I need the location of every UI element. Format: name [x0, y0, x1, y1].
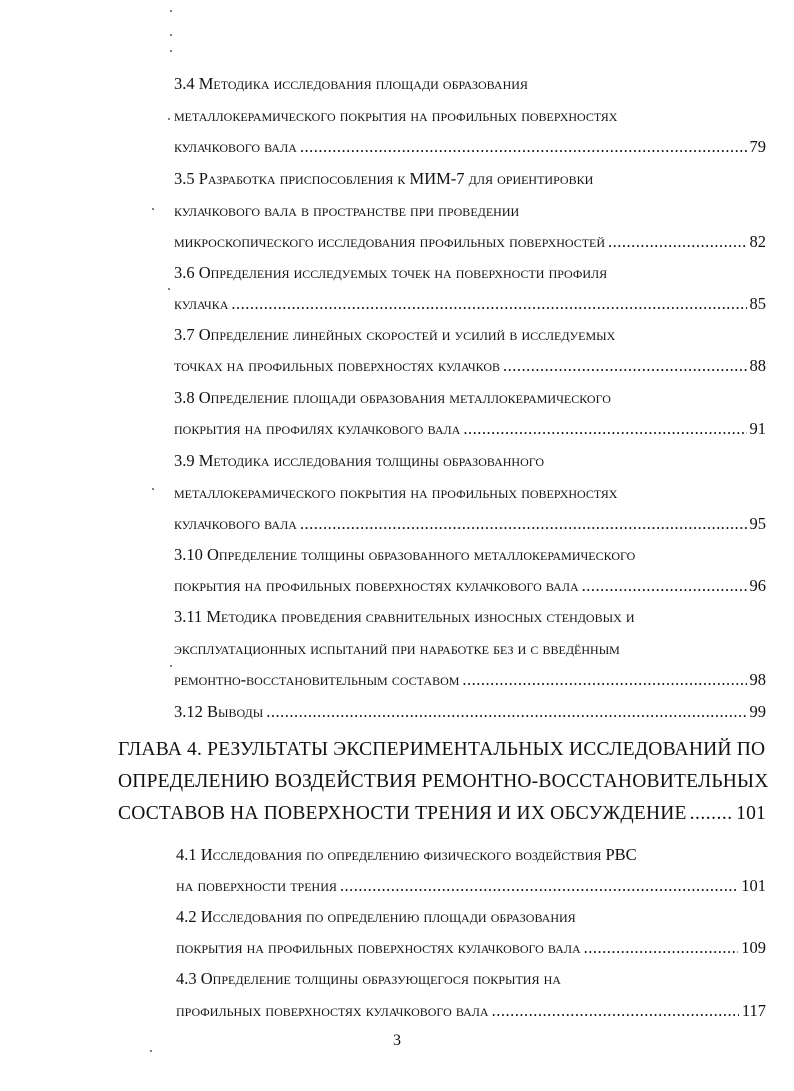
scan-speck	[152, 208, 154, 210]
toc-4-3-line-1: 4.3 Определение толщины образующегося покрытия на	[176, 969, 561, 988]
toc-entry-3-12[interactable]	[174, 702, 766, 722]
toc-chapter-4-line-1: ГЛАВА 4. РЕЗУЛЬТАТЫ ЭКСПЕРИМЕНТАЛЬНЫХ ИССЛЕДОВАНИЙ ПО	[118, 739, 766, 760]
scan-speck	[170, 665, 172, 667]
toc-3-10-line-1: 3.10 Определение толщины образованного металлокерамического	[174, 545, 636, 564]
toc-4-1-page: 101	[741, 876, 766, 895]
dot-leader	[462, 670, 746, 690]
toc-3-10-line-2: покрытия на профильных поверхностях кулачкового вала	[174, 576, 579, 595]
toc-3-12-line-1: 3.12 Выводы	[174, 702, 264, 721]
toc-entry-4-3[interactable]	[176, 1001, 766, 1021]
dot-leader	[584, 938, 739, 958]
toc-entry-3-11[interactable]	[174, 670, 766, 690]
toc-3-4-line-3: кулачкового вала	[174, 137, 297, 156]
toc-4-2-line-2: покрытия на профильных поверхностях кулачкового вала	[176, 938, 581, 957]
scan-speck	[150, 1050, 152, 1052]
scan-speck	[170, 50, 172, 52]
dot-leader	[463, 419, 746, 439]
toc-3-4-line-2: металлокерамического покрытия на профильных поверхностях	[174, 106, 618, 125]
toc-3-6-line-1: 3.6 Определения исследуемых точек на поверхности профиля	[174, 263, 608, 282]
dot-leader	[300, 137, 747, 157]
toc-3-8-line-2: покрытия на профилях кулачкового вала	[174, 419, 461, 438]
toc-4-3-line-2: профильных поверхностях кулачкового вала	[176, 1001, 489, 1020]
toc-4-2-line-1: 4.2 Исследования по определению площади образования	[176, 907, 576, 926]
dot-leader	[608, 232, 746, 252]
dot-leader	[300, 514, 747, 534]
toc-3-11-line-1: 3.11 Методика проведения сравнительных износных стендовых и	[174, 607, 635, 626]
toc-entry-3-4[interactable]	[174, 137, 766, 157]
scan-speck	[170, 34, 172, 36]
toc-entry-3-10[interactable]	[174, 576, 766, 596]
toc-3-5-line-3: микроскопического исследования профильных поверхностей	[174, 232, 606, 251]
dot-leader	[492, 1001, 739, 1021]
toc-3-8-line-1: 3.8 Определение площади образования металлокерамического	[174, 388, 611, 407]
toc-chapter-4-line-2: ОПРЕДЕЛЕНИЮ ВОЗДЕЙСТВИЯ РЕМОНТНО-ВОССТАНОВИТЕЛЬНЫХ	[118, 771, 769, 792]
toc-3-9-line-2: металлокерамического покрытия на профильных поверхностях	[174, 483, 618, 502]
toc-chapter-4-page: 101	[736, 803, 766, 824]
toc-3-7-line-1: 3.7 Определение линейных скоростей и усилий в исследуемых	[174, 325, 616, 344]
toc-4-1-line-1: 4.1 Исследования по определению физического воздействия РВС	[176, 845, 637, 864]
toc-3-5-line-1: 3.5 Разработка приспособления к МИМ-7 для ориентировки	[174, 169, 594, 188]
dot-leader	[690, 802, 733, 826]
toc-3-5-line-2: кулачкового вала в пространстве при проведении	[174, 201, 520, 220]
toc-3-12-page: 99	[749, 702, 766, 721]
toc-3-7-page: 88	[749, 356, 766, 375]
scan-speck	[168, 118, 170, 120]
toc-3-5-page: 82	[749, 232, 766, 251]
dot-leader	[503, 356, 746, 376]
toc-4-2-page: 109	[741, 938, 766, 957]
toc-3-4-page: 79	[749, 137, 766, 156]
toc-3-4-line-1: 3.4 Методика исследования площади образования	[174, 74, 528, 93]
toc-entry-4-2[interactable]	[176, 938, 766, 958]
toc-3-9-line-1: 3.9 Методика исследования толщины образованного	[174, 451, 545, 470]
toc-entry-4-1[interactable]	[176, 876, 766, 896]
toc-entry-3-8[interactable]	[174, 419, 766, 439]
toc-3-11-line-3: ремонтно-восстановительным составом	[174, 670, 460, 689]
toc-3-9-line-3: кулачкового вала	[174, 514, 297, 533]
toc-3-6-line-2: кулачка	[174, 294, 229, 313]
toc-4-1-line-2: на поверхности трения	[176, 876, 337, 895]
toc-3-10-page: 96	[749, 576, 766, 595]
toc-3-11-line-2: эксплуатационных испытаний при наработке без и с введённым	[174, 639, 620, 658]
scan-speck	[170, 10, 172, 12]
scan-speck	[152, 488, 154, 490]
toc-3-8-page: 91	[749, 419, 766, 438]
dot-leader	[231, 294, 746, 314]
toc-3-6-page: 85	[749, 294, 766, 313]
toc-chapter-4-line-3: СОСТАВОВ НА ПОВЕРХНОСТИ ТРЕНИЯ И ИХ ОБСУЖДЕНИЕ	[118, 803, 687, 824]
dot-leader	[266, 702, 746, 722]
toc-4-3-page: 117	[741, 1001, 766, 1020]
toc-3-9-page: 95	[749, 514, 766, 533]
dot-leader	[340, 876, 738, 896]
page-number: 3	[393, 1032, 401, 1049]
toc-3-11-page: 98	[749, 670, 766, 689]
dot-leader	[582, 576, 747, 596]
toc-3-7-line-2: точках на профильных поверхностях кулачков	[174, 356, 501, 375]
toc-entry-3-5[interactable]	[174, 232, 766, 252]
toc-entry-chapter-4[interactable]	[118, 802, 766, 826]
toc-entry-3-9[interactable]	[174, 514, 766, 534]
toc-entry-3-6[interactable]	[174, 294, 766, 314]
toc-entry-3-7[interactable]	[174, 356, 766, 376]
scan-speck	[168, 288, 170, 290]
